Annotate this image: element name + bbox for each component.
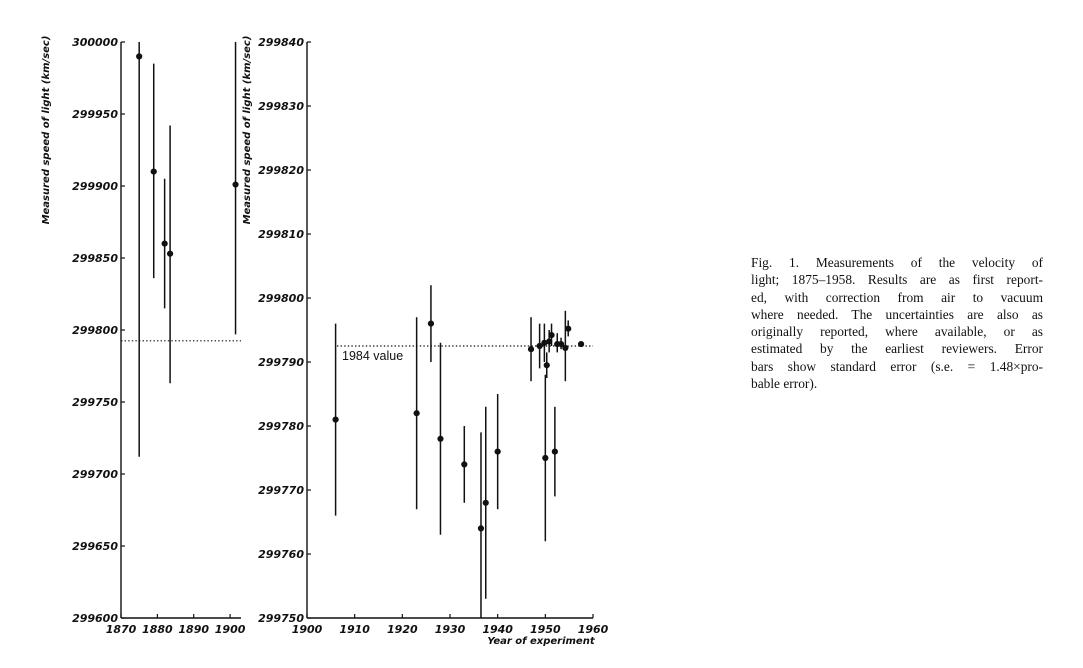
data-point xyxy=(167,251,173,257)
x-tick-label: 1930 xyxy=(434,623,466,636)
x-tick-label: 1940 xyxy=(482,623,513,636)
data-point xyxy=(565,326,571,332)
data-point xyxy=(495,449,501,455)
chart-1900-1960 xyxy=(242,36,609,647)
caption-line: estimated by the earliest reviewers. Error xyxy=(751,341,1043,357)
y-tick-label: 299900 xyxy=(72,180,118,193)
y-tick-label: 299820 xyxy=(258,164,304,177)
y-tick-label: 299810 xyxy=(258,228,304,241)
y-tick-label: 299750 xyxy=(72,396,118,409)
y-tick-label: 299600 xyxy=(72,612,118,625)
data-point xyxy=(428,321,434,327)
data-point xyxy=(136,53,142,59)
data-point xyxy=(437,436,443,442)
data-point xyxy=(548,332,554,338)
y-tick-label: 299950 xyxy=(72,108,118,121)
caption-line: bars show standard error (s.e. = 1.48×pro- xyxy=(751,358,1043,374)
y-tick-label: 299770 xyxy=(258,484,304,497)
figure-caption xyxy=(751,254,1043,392)
data-point xyxy=(333,417,339,423)
y-tick-label: 299800 xyxy=(258,292,304,305)
x-tick-label: 1950 xyxy=(530,623,561,636)
y-tick-label: 299700 xyxy=(72,468,118,481)
x-tick-label: 1900 xyxy=(291,623,323,636)
y-tick-label: 299830 xyxy=(258,100,304,113)
y-tick-label: 299760 xyxy=(258,548,304,561)
y-tick-label: 299780 xyxy=(258,420,304,433)
data-point xyxy=(162,241,168,247)
x-tick-label: 1880 xyxy=(142,623,173,636)
data-point xyxy=(528,346,534,352)
y-tick-label: 299840 xyxy=(258,36,304,49)
data-point xyxy=(483,500,489,506)
data-point xyxy=(461,461,467,467)
y-tick-label: 299790 xyxy=(258,356,304,369)
y-tick-label: 299800 xyxy=(72,324,118,337)
caption-line: bable error). xyxy=(751,376,818,392)
data-point xyxy=(151,169,157,175)
data-point xyxy=(542,455,548,461)
y-axis-title: Measured speed of light (km/sec) xyxy=(242,35,253,225)
y-tick-label: 299750 xyxy=(258,612,304,625)
x-tick-label: 1900 xyxy=(214,623,246,636)
y-axis-title: Measured speed of light (km/sec) xyxy=(41,35,52,225)
x-tick-label: 1920 xyxy=(387,623,418,636)
caption-line: light; 1875–1958. Results are as first report- xyxy=(751,272,1043,288)
data-point xyxy=(232,181,238,187)
data-point xyxy=(414,410,420,416)
data-point xyxy=(562,345,568,351)
data-point xyxy=(478,525,484,531)
caption-line: originally reported, where available, or as xyxy=(751,324,1043,340)
x-tick-label: 1870 xyxy=(105,623,137,636)
x-axis-title: Year of experiment xyxy=(487,636,595,647)
x-tick-label: 1910 xyxy=(339,623,370,636)
y-tick-label: 299850 xyxy=(72,252,118,265)
chart-1875-1903 xyxy=(41,36,246,636)
x-tick-label: 1960 xyxy=(577,623,609,636)
caption-line: ed, with correction from air to vacuum xyxy=(751,289,1043,305)
y-tick-label: 300000 xyxy=(72,36,118,49)
data-point xyxy=(578,341,584,347)
data-point xyxy=(552,449,558,455)
reference-label: 1984 value xyxy=(342,349,404,363)
data-point xyxy=(544,362,550,368)
y-tick-label: 299650 xyxy=(72,540,118,553)
caption-line: where needed. The uncertainties are also as xyxy=(751,306,1043,322)
caption-line: Fig. 1. Measurements of the velocity of xyxy=(751,255,1043,270)
x-tick-label: 1890 xyxy=(178,623,210,636)
